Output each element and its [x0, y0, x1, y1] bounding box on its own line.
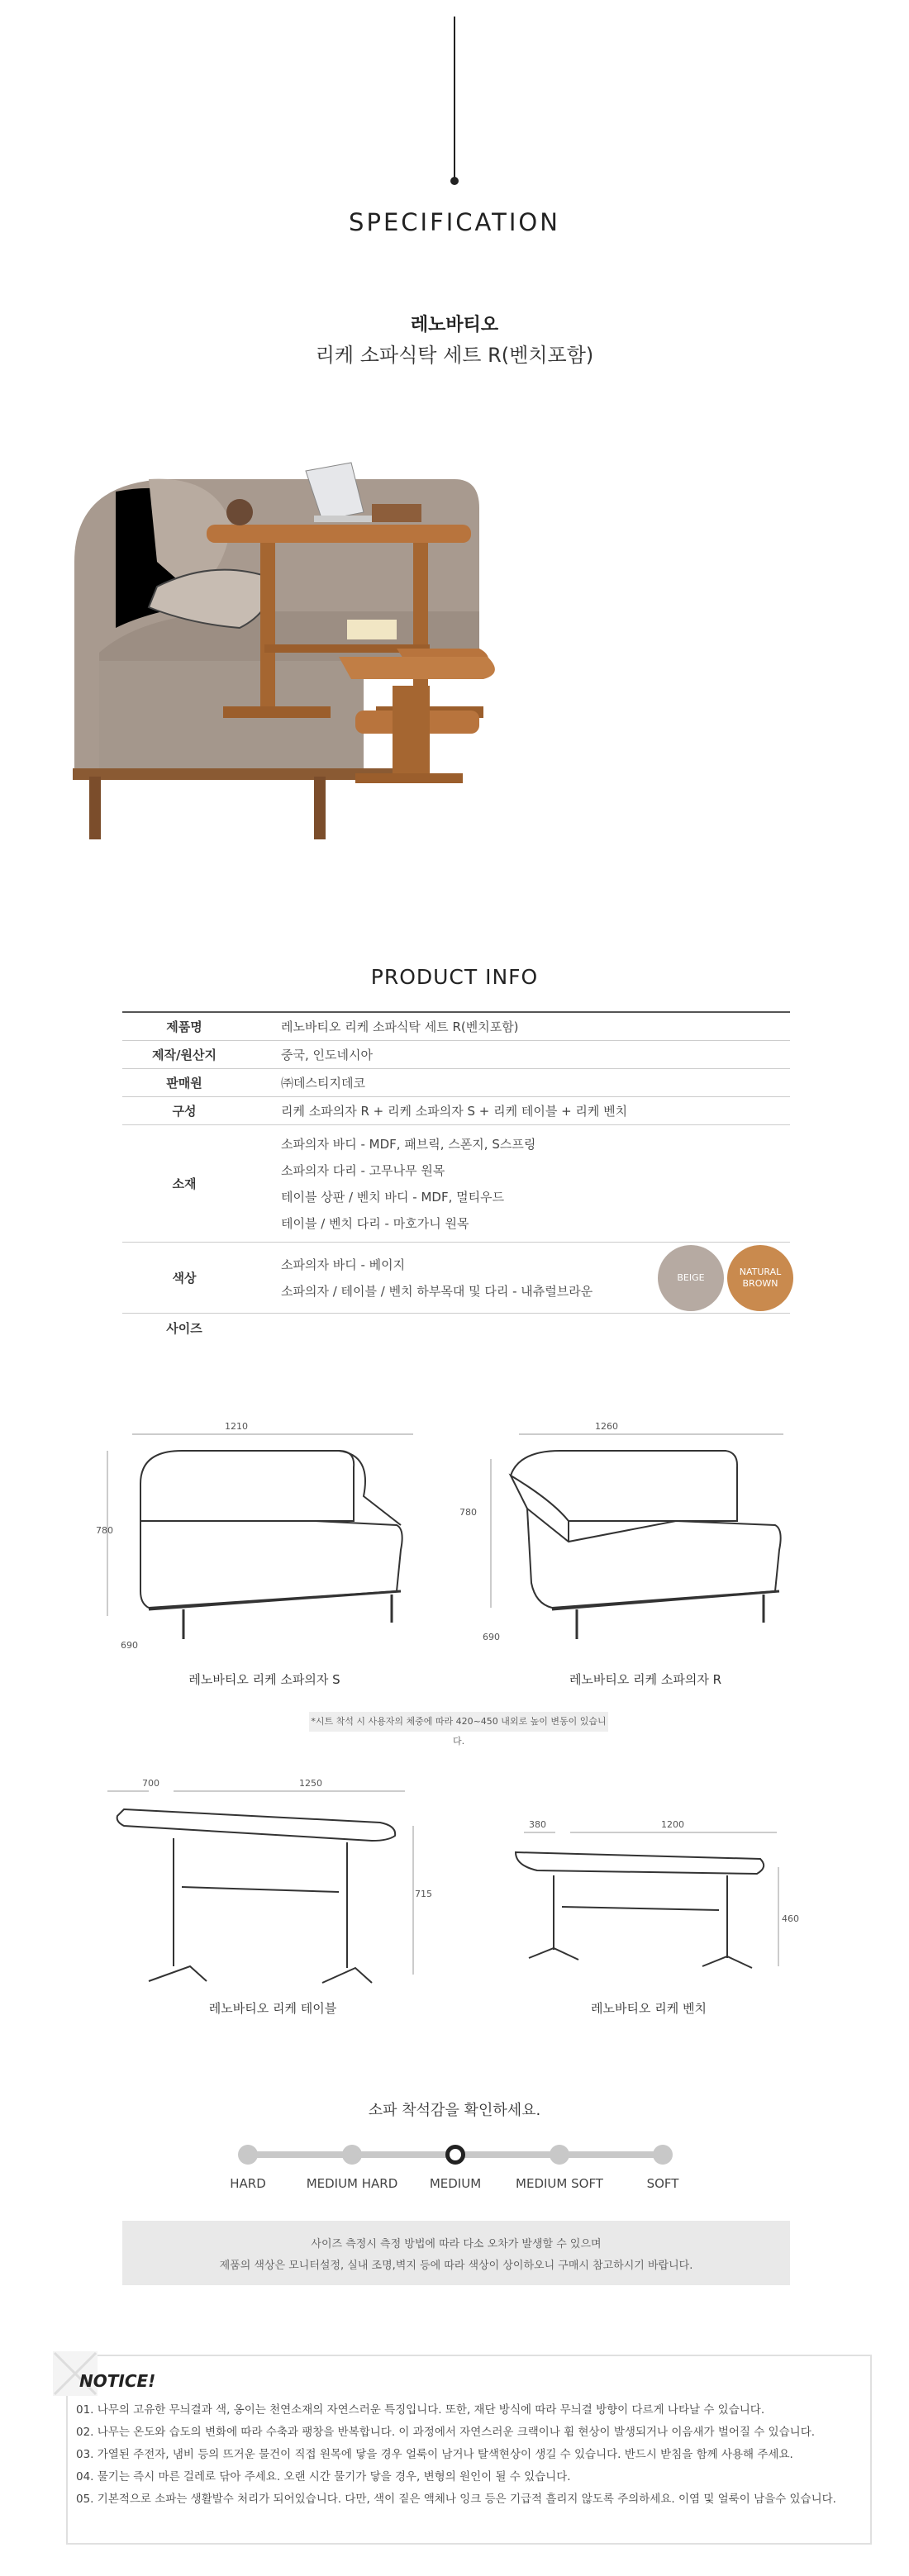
measurement-note: [122, 2221, 790, 2285]
notice-item: 01. 나무의 고유한 무늬결과 색, 옹이는 천연소재의 자연스러운 특징입니다. 또한, 재단 방식에 따라 무늬결 방향이 다르게 나타날 수 있습니다.: [76, 2403, 765, 2417]
product-name: 리케 소파식탁 세트 R(벤치포함): [315, 344, 594, 367]
table-caption: 레노바티오 리케 테이블: [208, 2001, 337, 2016]
note-line: 사이즈 측정시 측정 방법에 따라 다소 오차가 발생할 수 있으며: [311, 2238, 602, 2250]
notice-item: 04. 물기는 즉시 마른 걸레로 닦아 주세요. 오랜 시간 물기가 닿을 경우, 변형의 원인이 될 수 있습니다.: [76, 2470, 571, 2483]
comfort-dot-medium-hard: [342, 2145, 362, 2165]
sofa-r-drawing: [453, 1418, 800, 1666]
notebook: [347, 620, 397, 639]
product-photo: [66, 446, 843, 859]
row-value: 레노바티오 리케 소파식탁 세트 R(벤치포함): [281, 1019, 519, 1034]
notice-item: 05. 기본적으로 소파는 생활발수 처리가 되어있습니다. 다만, 색이 짙은 액체나 잉크 등은 기급적 흘리지 않도록 주의하세요. 이염 및 얼룩이 남을수 있습니다.: [76, 2493, 836, 2506]
bench-caption: 레노바티오 리케 벤치: [591, 2001, 707, 2016]
comfort-dot-medium-selected: [445, 2145, 465, 2165]
material-line: 소파의자 바디 - MDF, 패브릭, 스폰지, S스프링: [281, 1136, 536, 1152]
table-height: 715: [415, 1889, 432, 1899]
table-top: [207, 525, 471, 543]
comfort-dot-soft: [653, 2145, 673, 2165]
sofa-s-height: 780: [96, 1525, 113, 1536]
row-value: 중국, 인도네시아: [281, 1048, 373, 1062]
table-drawing: [91, 1776, 454, 1991]
row-key: 소재: [172, 1176, 197, 1191]
divider-dot: [450, 177, 459, 185]
bench-drawing: [504, 1818, 818, 1983]
product-info-title: PRODUCT INFO: [370, 965, 539, 989]
sofa-r-depth: 690: [483, 1632, 500, 1642]
books: [372, 504, 421, 522]
sofa-s-caption: 레노바티오 리케 소파의자 S: [188, 1672, 340, 1687]
notice-item: 02. 나무는 온도와 습도의 변화에 따라 수축과 팽창을 반복합니다. 이 과정에서 자연스러운 크랙이나 휨 현상이 발생되거나 이음새가 벌어질 수 있습니다.: [76, 2426, 816, 2439]
divider-line: [454, 17, 455, 178]
row-value: [246, 1131, 790, 1237]
brand-name: 레노바티오: [410, 315, 499, 335]
material-line: 테이블 / 벤치 다리 - 마호가니 원목: [281, 1215, 469, 1231]
notice-item: 03. 가열된 주전자, 냄비 등의 뜨거운 물건이 직접 원목에 닿을 경우 얼룩이 남거나 탈색현상이 생길 수 있습니다. 반드시 받침을 함께 사용해 주세요.: [76, 2448, 793, 2461]
row-key: 구성: [172, 1104, 197, 1119]
sofa-s-drawing: [91, 1418, 421, 1666]
row-key: 색상: [172, 1271, 197, 1286]
notice-list: [76, 2399, 861, 2511]
table-leg: [260, 543, 275, 708]
sofa-r-width: 1260: [595, 1421, 618, 1432]
sofa-s-width: 1210: [225, 1421, 248, 1432]
table-width: 1250: [299, 1778, 322, 1789]
table-row: [122, 1013, 790, 1041]
bench-height: 460: [782, 1913, 799, 1924]
table-row: [122, 1125, 790, 1243]
comfort-label: HARD: [230, 2176, 266, 2191]
bench-right-top: [339, 657, 495, 679]
table-row: [122, 1069, 790, 1097]
bench-width: 1200: [661, 1819, 684, 1830]
comfort-label: MEDIUM: [429, 2176, 482, 2191]
sofa-r-caption: 레노바티오 리케 소파의자 R: [569, 1672, 722, 1687]
table-row: [122, 1097, 790, 1125]
color-line: 소파의자 / 테이블 / 벤치 하부목대 및 다리 - 내츄럴브라운: [281, 1283, 593, 1299]
product-info-table: [122, 1011, 790, 1342]
comfort-title: 소파 착석감을 확인하세요.: [368, 2102, 541, 2119]
table-depth: 700: [142, 1778, 159, 1789]
sofa-r-height: 780: [459, 1507, 477, 1518]
table-leg: [413, 543, 428, 708]
material-line: 소파의자 다리 - 고무나무 원목: [281, 1162, 445, 1178]
note-line: 제품의 색상은 모니터설정, 실내 조명,벽지 등에 따라 색상이 상이하오니 구매시 참고하시기 바랍니다.: [219, 2260, 693, 2272]
beige-swatch: BEIGE: [658, 1245, 724, 1311]
color-line: 소파의자 바디 - 베이지: [281, 1257, 406, 1272]
table-row: [122, 1314, 790, 1342]
row-key: 제작/원산지: [152, 1048, 217, 1062]
row-key: 판매원: [166, 1076, 202, 1091]
bench-depth: 380: [529, 1819, 546, 1830]
bench-leg: [393, 686, 430, 777]
natural-brown-swatch: NATURAL BROWN: [727, 1245, 793, 1311]
comfort-label: MEDIUM HARD: [306, 2176, 398, 2191]
table-row: [122, 1243, 790, 1314]
row-value: 리케 소파의자 R + 리케 소파의자 S + 리케 테이블 + 리케 벤치: [281, 1104, 628, 1119]
comfort-dot-hard: [238, 2145, 258, 2165]
seat-height-note: *시트 착석 시 사용자의 체중에 따라 420~450 내외로 높이 변동이 있습니다.: [309, 1712, 608, 1732]
comfort-dot-medium-soft: [550, 2145, 569, 2165]
material-line: 테이블 상판 / 벤치 바디 - MDF, 멀티우드: [281, 1189, 505, 1205]
sofa-leg: [89, 777, 101, 839]
section-title: SPECIFICATION: [349, 208, 560, 236]
row-key: 사이즈: [166, 1320, 202, 1336]
table-row: [122, 1041, 790, 1069]
row-value: ㈜데스티지데코: [281, 1076, 365, 1091]
row-key: 제품명: [166, 1019, 202, 1034]
teapot: [226, 499, 253, 525]
sofa-s-depth: 690: [121, 1640, 138, 1651]
comfort-label: MEDIUM SOFT: [516, 2176, 603, 2191]
notice-title: NOTICE!: [79, 2371, 156, 2391]
sofa-leg: [314, 777, 326, 839]
comfort-label: SOFT: [646, 2176, 679, 2191]
